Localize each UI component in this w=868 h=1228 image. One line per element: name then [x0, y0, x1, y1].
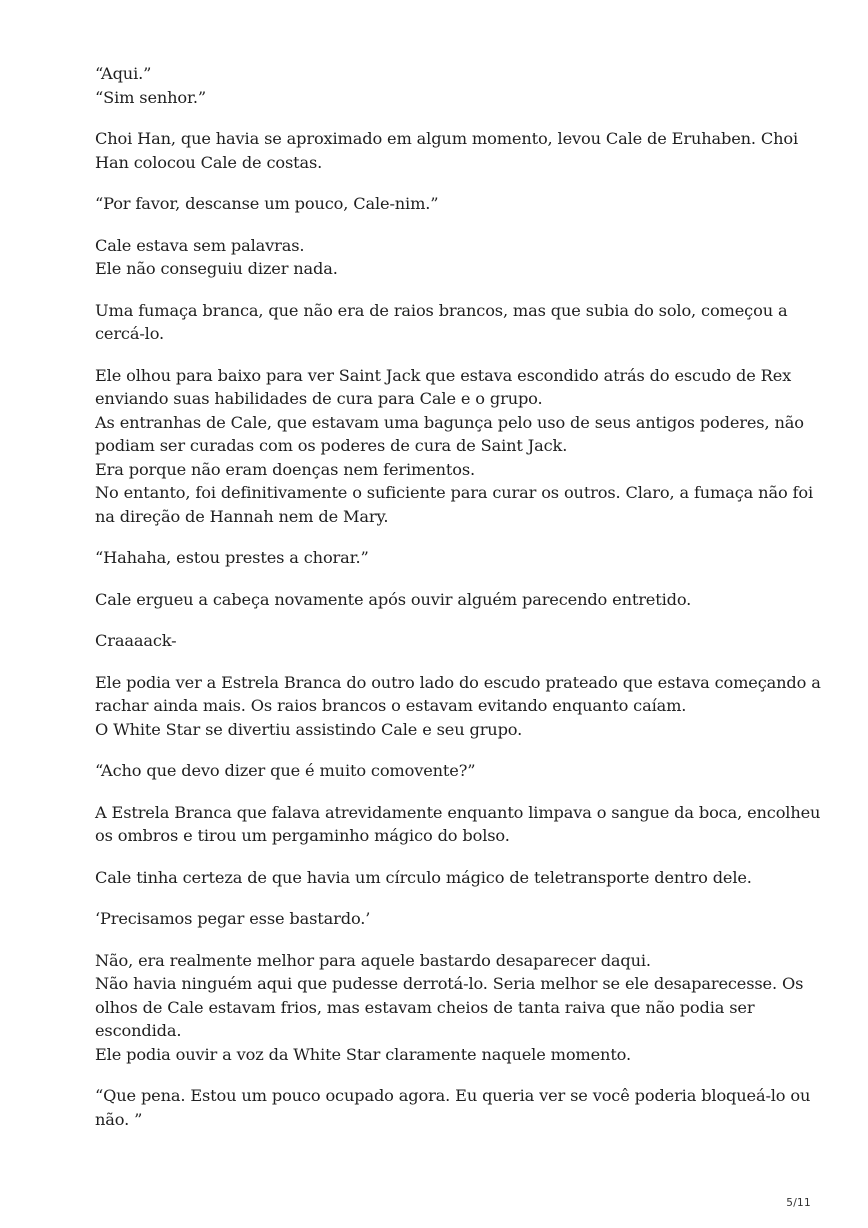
- paragraph: [95, 546, 795, 570]
- text-line: ‘Precisamos pegar esse bastardo.’: [95, 909, 371, 928]
- text-line: escondida.: [95, 1021, 182, 1040]
- text-line: Ele não conseguiu dizer nada.: [95, 259, 338, 278]
- paragraph: [95, 127, 799, 174]
- paragraph: [95, 759, 795, 783]
- text-line: Não, era realmente melhor para aquele bastardo desaparecer daqui.: [95, 950, 651, 970]
- text-line: os ombros e tirou um pergaminho mágico do bolso.: [95, 826, 510, 845]
- text-line: Craaaack-: [95, 631, 177, 650]
- paragraph: [95, 907, 795, 931]
- text-line: O White Star se divertiu assistindo Cale e seu grupo.: [95, 719, 523, 739]
- text-line: não. ”: [95, 1109, 143, 1129]
- text-line: “Que pena. Estou um pouco ocupado agora. Eu queria ver se você poderia bloqueá-lo ou: [95, 1086, 811, 1105]
- text-line: “Acho que devo dizer que é muito comovente?”: [95, 761, 476, 780]
- text-line: cercá-lo.: [95, 324, 165, 343]
- paragraph: [95, 866, 795, 890]
- text-line: enviando suas habilidades de cura para Cale e o grupo.: [95, 389, 543, 408]
- paragraph: [95, 671, 821, 742]
- text-line: Uma fumaça branca, que não era de raios brancos, mas que subia do solo, começou a: [95, 300, 788, 320]
- text-line: na direção de Hannah nem de Mary.: [95, 506, 389, 526]
- text-line: rachar ainda mais. Os raios brancos o estavam evitando enquanto caíam.: [95, 696, 687, 715]
- text-line: “Sim senhor.”: [95, 87, 206, 107]
- paragraph: [95, 949, 804, 1067]
- text-line: podiam ser curadas com os poderes de cura de Saint Jack.: [95, 436, 568, 455]
- text-line: “Aqui.”: [95, 64, 152, 83]
- text-line: olhos de Cale estavam frios, mas estavam cheios de tanta raiva que não podia ser: [95, 997, 755, 1017]
- text-line: Cale tinha certeza de que havia um círculo mágico de teletransporte dentro dele.: [95, 867, 752, 887]
- text-line: Ele podia ver a Estrela Branca do outro lado do escudo prateado que estava começando a: [95, 672, 821, 692]
- text-line: A Estrela Branca que falava atrevidamente enquanto limpava o sangue da boca, encolheu: [95, 802, 821, 822]
- paragraph: [95, 801, 821, 848]
- text-line: As entranhas de Cale, que estavam uma bagunça pelo uso de seus antigos poderes, não: [95, 412, 804, 432]
- paragraph: [95, 588, 795, 612]
- text-line: Ele olhou para baixo para ver Saint Jack que estava escondido atrás do escudo de Rex: [95, 365, 792, 385]
- text-line: Era porque não eram doenças nem ferimentos.: [95, 459, 476, 479]
- text-line: No entanto, foi definitivamente o suficiente para curar os outros. Claro, a fumaça não foi: [95, 483, 814, 502]
- paragraph: [95, 234, 795, 281]
- paragraph: [95, 1084, 811, 1131]
- text-line: “Hahaha, estou prestes a chorar.”: [95, 548, 369, 567]
- text-line: Ele podia ouvir a voz da White Star claramente naquele momento.: [95, 1044, 631, 1064]
- text-line: Choi Han, que havia se aproximado em algum momento, levou Cale de Eruhaben. Choi: [95, 129, 799, 148]
- page-number: 5/11: [786, 1197, 811, 1209]
- paragraph: [95, 364, 814, 529]
- paragraph: [95, 299, 795, 346]
- text-line: Han colocou Cale de costas.: [95, 152, 323, 172]
- document-body: [95, 62, 821, 1149]
- text-line: Cale ergueu a cabeça novamente após ouvir alguém parecendo entretido.: [95, 589, 692, 609]
- paragraph: [95, 192, 795, 216]
- text-line: “Por favor, descanse um pouco, Cale-nim.”: [95, 194, 439, 213]
- paragraph: [95, 62, 795, 109]
- text-line: Cale estava sem palavras.: [95, 235, 305, 255]
- paragraph: [95, 629, 795, 653]
- text-line: Não havia ninguém aqui que pudesse derrotá-lo. Seria melhor se ele desaparecesse. Os: [95, 974, 804, 993]
